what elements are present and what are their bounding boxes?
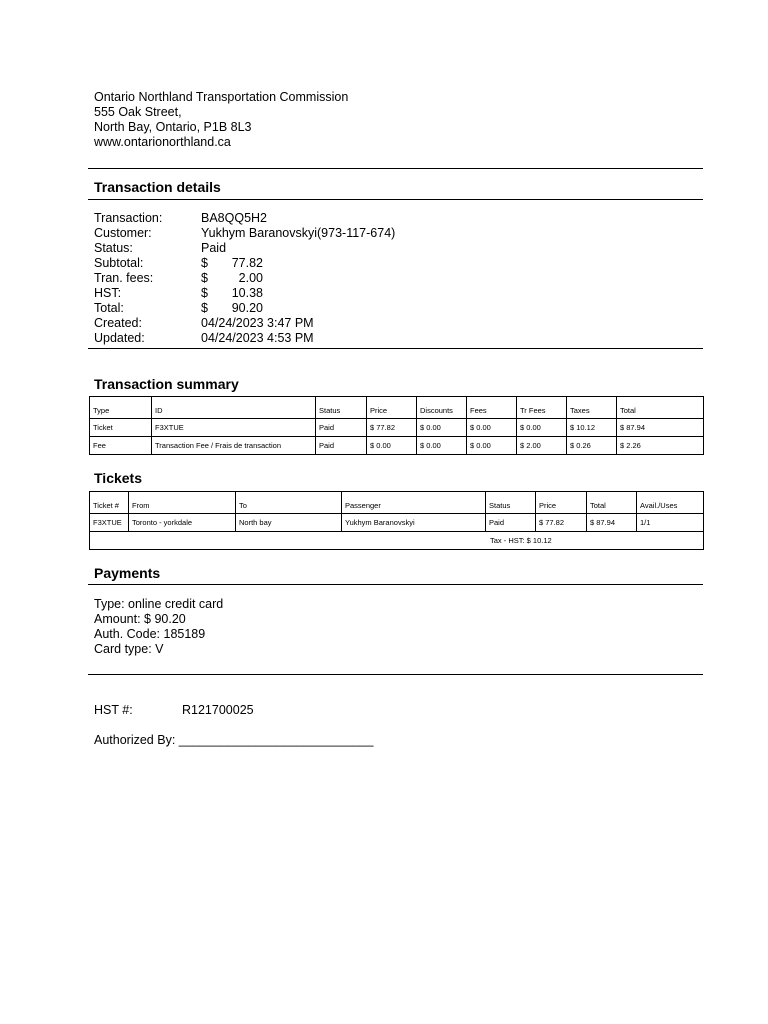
table-cell: $ 0.26 <box>567 437 617 455</box>
detail-row-status <box>94 241 395 256</box>
detail-row-hst <box>94 286 395 301</box>
column-header: Fees <box>467 397 517 419</box>
transaction-label: Transaction: <box>94 211 163 225</box>
table-cell: North bay <box>236 514 342 532</box>
transaction-details <box>94 211 395 346</box>
company-website: www.ontarionorthland.ca <box>94 135 231 149</box>
column-header: To <box>236 492 342 514</box>
tickets-table <box>89 491 704 550</box>
fees-label: Tran. fees: <box>94 271 154 285</box>
authorized-by: Authorized By: ____________________________ <box>94 733 374 747</box>
divider <box>88 674 703 675</box>
detail-row-subtotal <box>94 256 395 271</box>
column-header: Status <box>316 397 367 419</box>
table-cell: $ 0.00 <box>517 419 567 437</box>
table-cell: $ 0.00 <box>417 419 467 437</box>
column-header: Total <box>587 492 637 514</box>
table-cell: $ 77.82 <box>536 514 587 532</box>
table-cell: Paid <box>316 419 367 437</box>
divider <box>88 199 703 200</box>
hst-number-value: R121700025 <box>182 703 254 717</box>
updated-label: Updated: <box>94 331 145 345</box>
table-row-tax <box>90 532 704 550</box>
table-cell: 1/1 <box>637 514 704 532</box>
table-cell: Ticket <box>90 419 152 437</box>
table-header-row <box>90 397 704 419</box>
fees-amount <box>201 271 263 286</box>
total-amount <box>201 301 263 316</box>
column-header: Discounts <box>417 397 467 419</box>
table-cell: $ 10.12 <box>567 419 617 437</box>
column-header: Price <box>367 397 417 419</box>
tickets-heading: Tickets <box>94 470 142 486</box>
fees-value: 2.00 <box>238 271 263 285</box>
customer-label: Customer: <box>94 226 152 240</box>
table-cell: $ 2.00 <box>517 437 567 455</box>
column-header: Price <box>536 492 587 514</box>
currency-symbol: $ <box>201 286 208 300</box>
column-header: Status <box>486 492 536 514</box>
hst-amount <box>201 286 263 301</box>
currency-symbol: $ <box>201 256 208 270</box>
table-cell: $ 0.00 <box>467 419 517 437</box>
column-header: ID <box>152 397 316 419</box>
column-header: From <box>129 492 236 514</box>
table-cell: $ 0.00 <box>367 437 417 455</box>
column-header: Taxes <box>567 397 617 419</box>
hst-value: 10.38 <box>231 286 263 300</box>
created-value: 04/24/2023 3:47 PM <box>201 316 314 330</box>
customer-value: Yukhym Baranovskyi(973-117-674) <box>201 226 396 240</box>
divider <box>88 168 703 169</box>
payment-card-type: Card type: V <box>94 642 164 656</box>
table-cell: Yukhym Baranovskyi <box>342 514 486 532</box>
company-address <box>94 90 348 150</box>
column-header: Ticket # <box>90 492 129 514</box>
table-cell: $ 77.82 <box>367 419 417 437</box>
table-cell: $ 0.00 <box>417 437 467 455</box>
table-cell: F3XTUE <box>152 419 316 437</box>
table-cell: $ 87.94 <box>617 419 704 437</box>
table-cell: $ 87.94 <box>587 514 637 532</box>
transaction-details-heading: Transaction details <box>94 179 221 195</box>
table-row <box>90 437 704 455</box>
table-row <box>90 514 704 532</box>
status-label: Status: <box>94 241 133 255</box>
total-value: 90.20 <box>231 301 263 315</box>
total-label: Total: <box>94 301 124 315</box>
transaction-summary-table <box>89 396 704 455</box>
created-label: Created: <box>94 316 142 330</box>
company-city: North Bay, Ontario, P1B 8L3 <box>94 120 252 134</box>
subtotal-value: 77.82 <box>231 256 263 270</box>
hst-label: HST: <box>94 286 122 300</box>
table-row <box>90 419 704 437</box>
currency-symbol: $ <box>201 271 208 285</box>
divider <box>88 348 703 349</box>
subtotal-amount <box>201 256 263 271</box>
hst-number-label: HST #: <box>94 703 133 717</box>
transaction-summary-heading: Transaction summary <box>94 376 239 392</box>
detail-row-updated <box>94 331 395 346</box>
column-header: Passenger <box>342 492 486 514</box>
detail-row-total <box>94 301 395 316</box>
table-cell: Paid <box>316 437 367 455</box>
status-value: Paid <box>201 241 227 255</box>
table-cell: $ 0.00 <box>467 437 517 455</box>
currency-symbol: $ <box>201 301 208 315</box>
detail-row-customer <box>94 226 395 241</box>
column-header: Avail./Uses <box>637 492 704 514</box>
column-header: Tr Fees <box>517 397 567 419</box>
payments-section <box>94 597 223 657</box>
detail-row-created <box>94 316 395 331</box>
table-cell: Toronto - yorkdale <box>129 514 236 532</box>
divider <box>88 584 703 585</box>
transaction-value: BA8QQ5H2 <box>201 211 268 225</box>
column-header: Type <box>90 397 152 419</box>
table-cell: $ 2.26 <box>617 437 704 455</box>
tax-note: Tax - HST: $ 10.12 <box>90 532 704 550</box>
hst-number <box>94 703 254 717</box>
payment-auth-code: Auth. Code: 185189 <box>94 627 206 641</box>
table-header-row <box>90 492 704 514</box>
subtotal-label: Subtotal: <box>94 256 144 270</box>
table-cell: Paid <box>486 514 536 532</box>
table-cell: Fee <box>90 437 152 455</box>
payments-heading: Payments <box>94 565 161 581</box>
payment-type: Type: online credit card <box>94 597 224 611</box>
table-cell: Transaction Fee / Frais de transaction <box>152 437 316 455</box>
table-cell: F3XTUE <box>90 514 129 532</box>
detail-row-fees <box>94 271 395 286</box>
payment-amount: Amount: $ 90.20 <box>94 612 186 626</box>
updated-value: 04/24/2023 4:53 PM <box>201 331 314 345</box>
company-name: Ontario Northland Transportation Commission <box>94 90 349 104</box>
detail-row-transaction <box>94 211 395 226</box>
column-header: Total <box>617 397 704 419</box>
company-street: 555 Oak Street, <box>94 105 182 119</box>
